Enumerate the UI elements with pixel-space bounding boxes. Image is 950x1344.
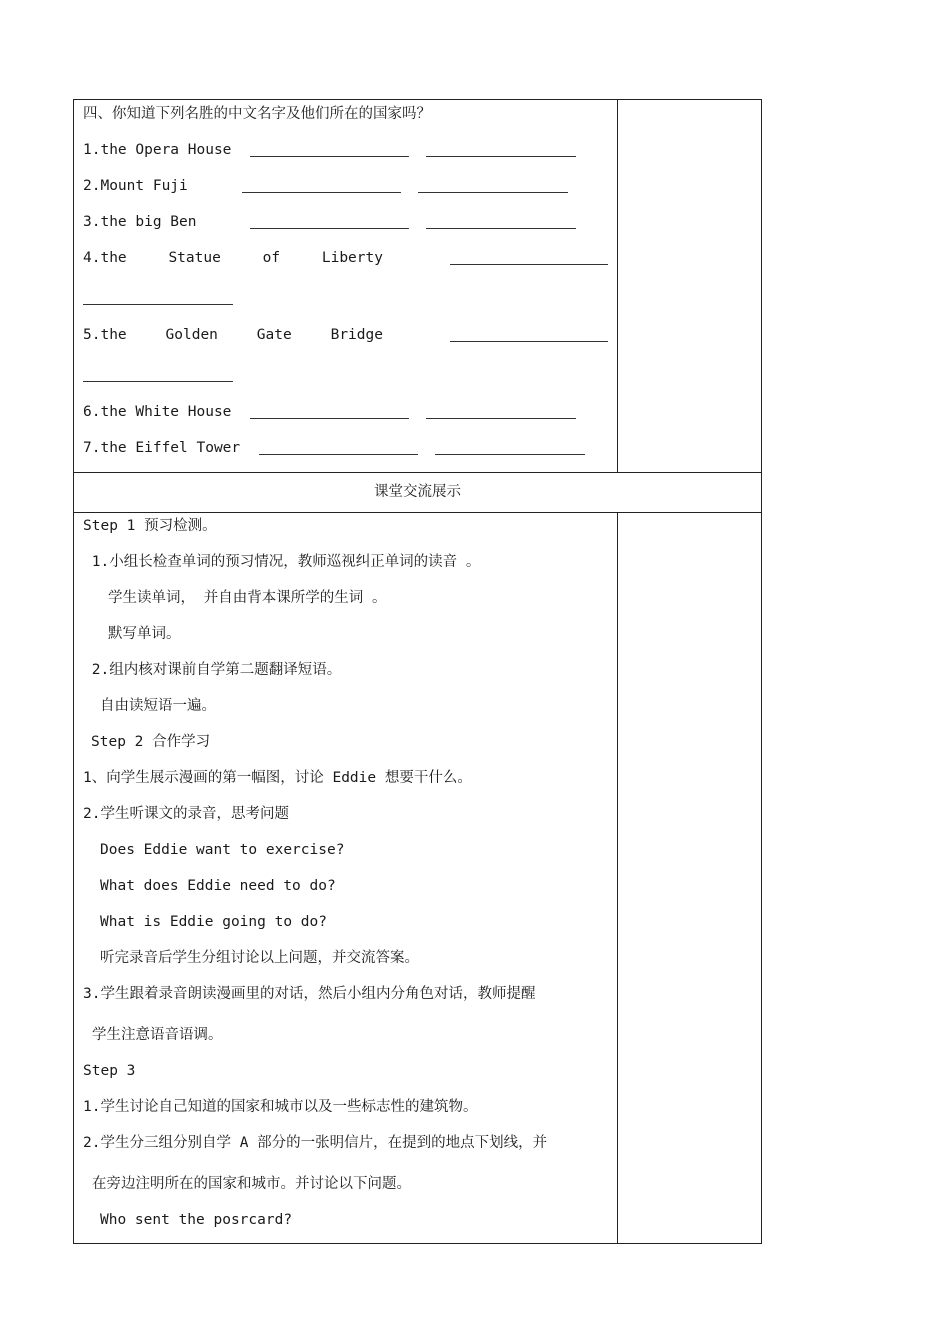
step-2-item-3-cont: 学生注意语音语调。: [92, 1027, 223, 1043]
classroom-row: [74, 512, 761, 1243]
answer-blank-1b[interactable]: [426, 156, 576, 157]
step-2-note: 听完录音后学生分组讨论以上问题，并交流答案。: [100, 950, 419, 966]
answer-blank-2b[interactable]: [418, 192, 568, 193]
answer-blank-3b[interactable]: [426, 228, 576, 229]
landmark-item-6: 6.the White House: [83, 404, 232, 420]
step-1-sub-3: 自由读短语一遍。: [100, 698, 216, 714]
column-divider: [617, 100, 618, 472]
answer-blank-4b[interactable]: [83, 304, 233, 305]
column-divider: [617, 513, 618, 1243]
step-3-question: Who sent the posrcard?: [100, 1212, 293, 1228]
step-1-item-2: 2.组内核对课前自学第二题翻译短语。: [83, 662, 342, 678]
landmark-item-5: 5.the Golden Gate Bridge: [83, 327, 383, 343]
step-1-heading: Step 1 预习检测。: [83, 518, 217, 534]
step-1-item-1: 1.小组长检查单词的预习情况，教师巡视纠正单词的读音 。: [83, 554, 481, 570]
exercise-heading: 四、你知道下列名胜的中文名字及他们所在的国家吗？: [83, 106, 431, 122]
question-1: Does Eddie want to exercise?: [100, 842, 345, 858]
section-title-row: [74, 472, 761, 512]
answer-blank-1a[interactable]: [250, 156, 409, 157]
answer-blank-6b[interactable]: [426, 418, 576, 419]
step-3-item-2: 2.学生分三组分别自学 A 部分的一张明信片，在提到的地点下划线，并: [83, 1135, 548, 1151]
step-2-item-2: 2.学生听课文的录音，思考问题: [83, 806, 289, 822]
landmark-item-4: 4.the Statue of Liberty: [83, 250, 383, 266]
question-2: What does Eddie need to do?: [100, 878, 336, 894]
landmark-item-2: 2.Mount Fuji: [83, 178, 188, 194]
answer-blank-3a[interactable]: [250, 228, 409, 229]
step-3-item-1: 1.学生讨论自己知道的国家和城市以及一些标志性的建筑物。: [83, 1099, 478, 1115]
landmark-item-7: 7.the Eiffel Tower: [83, 440, 241, 456]
answer-blank-5a[interactable]: [450, 341, 608, 342]
lesson-table: [73, 99, 762, 1244]
exercise-row: [74, 100, 761, 472]
answer-blank-7a[interactable]: [259, 454, 418, 455]
answer-blank-5b[interactable]: [83, 381, 233, 382]
step-3-heading: Step 3: [83, 1063, 136, 1079]
answer-blank-4a[interactable]: [450, 264, 608, 265]
step-2-item-1: 1、向学生展示漫画的第一幅图，讨论 Eddie 想要干什么。: [83, 770, 472, 786]
landmark-item-3: 3.the big Ben: [83, 214, 197, 230]
step-2-heading: Step 2 合作学习: [91, 734, 211, 750]
step-1-sub-2: 默写单词。: [108, 626, 181, 642]
step-1-sub-1: 学生读单词， 并自由背本课所学的生词 。: [108, 590, 387, 606]
answer-blank-6a[interactable]: [250, 418, 409, 419]
answer-blank-2a[interactable]: [242, 192, 401, 193]
step-2-item-3: 3.学生跟着录音朗读漫画里的对话，然后小组内分角色对话，教师提醒: [83, 986, 536, 1002]
section-title: 课堂交流展示: [374, 484, 461, 500]
landmark-item-1: 1.the Opera House: [83, 142, 232, 158]
step-3-item-2-cont: 在旁边注明所在的国家和城市。并讨论以下问题。: [92, 1176, 411, 1192]
question-3: What is Eddie going to do?: [100, 914, 327, 930]
answer-blank-7b[interactable]: [435, 454, 585, 455]
